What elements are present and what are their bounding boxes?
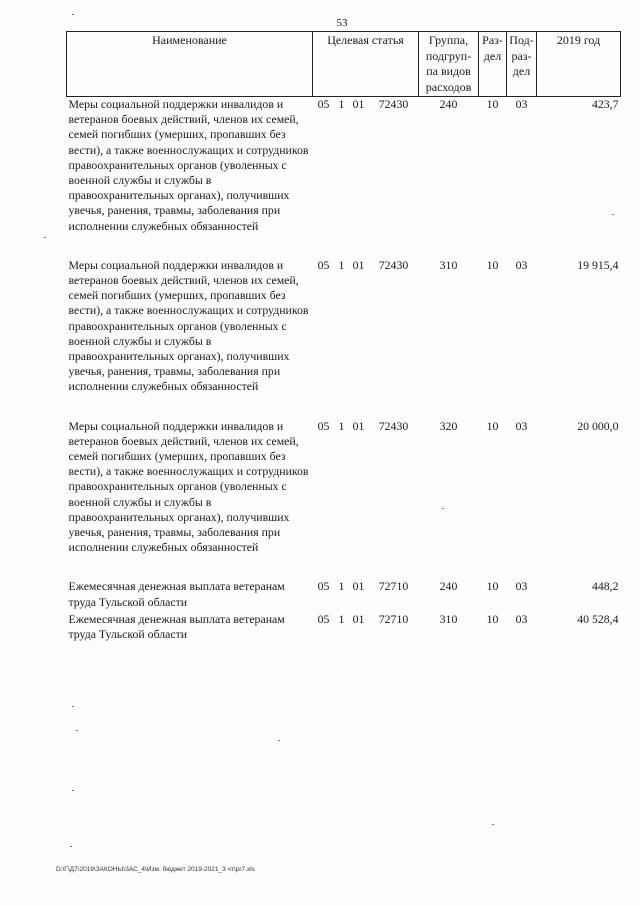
scan-speck <box>72 14 74 15</box>
table-row <box>67 419 621 580</box>
row-amount: 19 915,4 <box>577 257 619 272</box>
scan-speck <box>76 730 78 731</box>
header-target: Целевая статья <box>313 32 419 97</box>
header-subsection <box>507 32 537 97</box>
row-group: 240 <box>439 97 458 111</box>
row-name: Ежемесячная денежная выплата ветеранам труда Тульской области <box>68 579 285 609</box>
row-name: Меры социальной поддержки инвалидов и ветеранов боевых действий, членов их семей, семей погибших (умерших, пропавших без вести), а также военнослужащих и сотрудников правоохранительных органов (уволенных с военной службы и службы в правоохранительных органах), получивших увечья, ранения, травмы, заболевания при исполнении служебных обязанностей <box>68 257 309 394</box>
scan-speck <box>278 740 280 741</box>
row-subsection: 03 <box>515 257 528 272</box>
row-target-code: 72430 <box>378 97 409 111</box>
row-group: 240 <box>439 579 458 594</box>
row-name: Ежемесячная денежная выплата ветеранам труда Тульской области <box>68 611 285 642</box>
scan-speck <box>442 508 444 509</box>
row-target-program: 05 <box>317 579 330 594</box>
row-section: 10 <box>486 611 499 626</box>
header-group-line: Группа, <box>428 33 469 47</box>
row-target-subprogram: 1 <box>338 97 345 111</box>
row-amount: 448,2 <box>591 579 619 594</box>
row-target-program: 05 <box>317 611 330 626</box>
row-target-subprogram: 1 <box>338 257 345 272</box>
row-target-code: 72430 <box>378 257 409 272</box>
page-number: 53 <box>336 17 348 29</box>
table-row <box>67 579 621 611</box>
row-target-event: 01 <box>352 257 365 272</box>
scan-speck <box>612 214 614 215</box>
table-header <box>67 32 621 97</box>
row-section: 10 <box>486 257 499 272</box>
table-row <box>67 258 621 419</box>
file-path-footer: D:\Г\Д7\2019\ЗАКОНЫ\ЗАС_4\Изм. бюджет 2019-2021_3 чт\pr7.xls <box>56 866 255 873</box>
header-group-line: расходов <box>425 79 472 94</box>
scan-speck <box>72 706 74 707</box>
row-name: Меры социальной поддержки инвалидов и ветеранов боевых действий, членов их семей, семей погибших (умерших, пропавших без вести), а также военнослужащих и сотрудников правоохранительных органов (уволенных с военной службы и службы в правоохранительных органах), получивших увечья, ранения, травмы, заболевания при исполнении служебных обязанностей <box>68 418 309 555</box>
row-target-subprogram: 1 <box>338 418 345 433</box>
header-section <box>479 32 507 97</box>
scan-speck <box>72 790 74 791</box>
row-subsection: 03 <box>515 579 528 594</box>
header-group <box>419 32 479 97</box>
row-target-code: 72710 <box>378 579 409 594</box>
header-section-line: дел <box>483 48 502 63</box>
row-target-program: 05 <box>317 418 330 433</box>
row-target-code: 72430 <box>378 418 409 433</box>
row-target-event: 01 <box>352 611 365 626</box>
budget-table <box>66 31 621 644</box>
row-section: 10 <box>486 418 499 433</box>
row-section: 10 <box>486 97 499 111</box>
row-group: 320 <box>439 418 458 433</box>
scan-speck <box>44 237 46 238</box>
header-name: Наименование <box>67 32 313 97</box>
header-subsection-line: Под- <box>509 33 534 47</box>
header-section-line: Раз- <box>482 33 503 47</box>
row-subsection: 03 <box>515 611 528 626</box>
row-subsection: 03 <box>515 418 528 433</box>
row-group: 310 <box>439 611 458 626</box>
header-group-line: па видов <box>426 64 471 78</box>
row-target-subprogram: 1 <box>338 611 345 626</box>
row-target-event: 01 <box>352 418 365 433</box>
scan-speck <box>492 824 494 825</box>
header-year: 2019 год <box>537 32 621 97</box>
header-group-line: подгруп- <box>425 48 472 63</box>
row-amount: 40 528,4 <box>577 611 619 626</box>
row-subsection: 03 <box>515 97 528 111</box>
row-section: 10 <box>486 579 499 594</box>
row-name: Меры социальной поддержки инвалидов и ветеранов боевых действий, членов их семей, семей погибших (умерших, пропавших без вести), а также военнослужащих и сотрудников правоохранительных органов (уволенных с военной службы и службы в правоохранительных органах), получивших увечья, ранения, травмы, заболевания при исполнении служебных обязанностей <box>68 97 309 233</box>
table-row <box>67 612 621 644</box>
row-target-code: 72710 <box>378 611 409 626</box>
row-target-program: 05 <box>317 97 330 111</box>
header-subsection-line: дел <box>512 64 531 78</box>
row-group: 310 <box>439 257 458 272</box>
table-row <box>67 97 621 258</box>
header-subsection-line: раз- <box>511 48 532 63</box>
scan-speck <box>70 846 72 847</box>
row-target-program: 05 <box>317 257 330 272</box>
row-amount: 423,7 <box>591 97 619 111</box>
row-target-subprogram: 1 <box>338 579 345 594</box>
row-target-event: 01 <box>352 97 365 111</box>
row-amount: 20 000,0 <box>577 418 619 433</box>
row-target-event: 01 <box>352 579 365 594</box>
